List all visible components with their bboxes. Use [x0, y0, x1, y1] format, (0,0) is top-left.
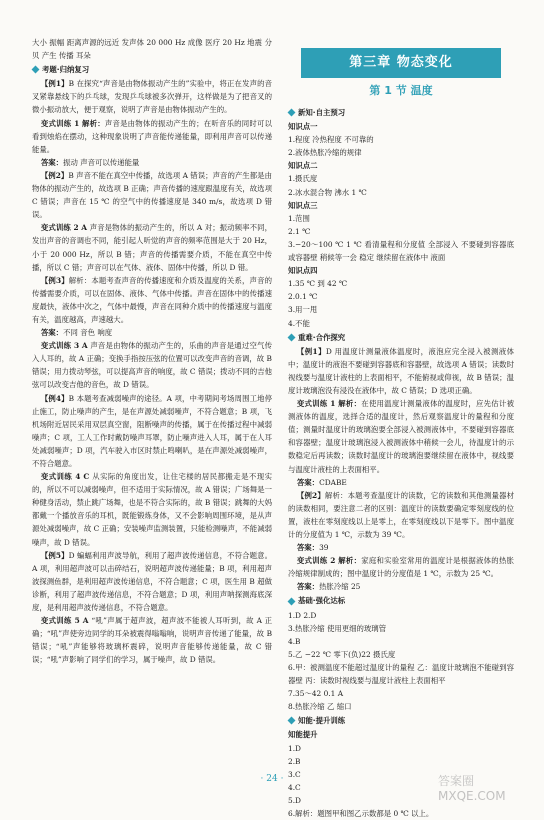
- answer-text: 1.程度 冷热程度 不可靠的: [288, 135, 374, 145]
- answer-text: 不同 音色 响度: [63, 328, 113, 338]
- answer-line: [288, 489, 514, 541]
- answer-line: [288, 554, 514, 580]
- answer-line: [288, 159, 514, 172]
- answer-text: 3.C: [288, 769, 301, 779]
- section-header: [32, 63, 272, 76]
- answer-label: 知能提升: [288, 730, 318, 740]
- page-number: · 24 ·: [260, 774, 284, 784]
- answer-paragraph: [32, 274, 272, 326]
- answer-line: [288, 277, 514, 290]
- answer-text: 声音是物体的振动产生的，所以 A 对；振动频率不同，发出声音的音调也不同，能引起人听觉的声音的频率范围是大于 20 Hz，小于 20 000 Hz，所以 B 错；声音的传播需要介质，不能在真空中传播，所以 C 错；声音可以在气体、液体、固体中传播，所以 D 错。: [32, 223, 272, 272]
- diamond-marker-icon: [288, 597, 296, 605]
- section-header: [288, 106, 514, 119]
- chapter-title: 第三章 物态变化: [301, 48, 501, 78]
- answer-line: [288, 290, 514, 303]
- answer-paragraph: [32, 326, 272, 339]
- answer-text: 2.1 ℃: [288, 226, 311, 236]
- answer-paragraph: [32, 117, 272, 156]
- answer-line: [288, 687, 514, 700]
- answer-line: [288, 476, 514, 489]
- intro-line: 大小 振幅 距离声源的远近 发声体 20 000 Hz 成像 医疗 20 Hz 地震 分贝 产生 传播 耳朵: [32, 38, 272, 61]
- diamond-marker-icon: [288, 717, 296, 725]
- answer-text: 4.B: [288, 636, 301, 646]
- section-header: [288, 594, 514, 607]
- answer-label: 【例2】: [40, 170, 69, 180]
- answer-label: 变式训练 2 A: [40, 223, 90, 233]
- left-column: [32, 36, 272, 667]
- answer-line: [288, 186, 514, 199]
- answer-text: 39: [319, 543, 329, 553]
- answer-line: [288, 199, 514, 212]
- answer-label: 答案：: [296, 582, 320, 592]
- answer-text: 8.热胀冷缩 乙 缩口: [288, 702, 352, 712]
- answer-line: [288, 397, 514, 476]
- diamond-marker-icon: [288, 333, 296, 341]
- answer-line: [288, 345, 514, 397]
- answer-text: 1.D 2.D: [288, 610, 317, 620]
- answer-label: 变式训练 1 解析：: [296, 399, 362, 409]
- right-column: [288, 36, 514, 820]
- answer-text: B 本题考查减弱噪声的途径。A 项，中考期间考场周围工地停止施工，防止噪声的产生，是在声源处减弱噪声，不符合题意；B 项，飞机场附近居民采用双层真空窗，阻断噪声的传播，属于在传播过程中减弱噪声；C 项，工人工作时戴防噪声耳罩，防止噪声进入人耳，属于在人耳处减弱噪声；D 项，汽车驶入市区时禁止鸣喇叭，是在声源处减弱噪声，不符合题意。: [32, 393, 272, 468]
- answer-text: 3.热胀冷缩 使用更细的玻璃管: [288, 623, 387, 633]
- right-sections: [288, 106, 514, 820]
- answer-text: 振动 声音可以传递能量: [63, 157, 140, 167]
- answer-line: [288, 238, 514, 264]
- answer-line: [288, 728, 514, 741]
- diamond-marker-icon: [32, 66, 40, 74]
- answer-line: [288, 317, 514, 330]
- answer-text: 3.用一甩: [288, 305, 318, 315]
- section-header: [288, 331, 514, 344]
- answer-text: 声音是由物体的振动产生的；在听音乐的同时可以看到烛焰在摆动，这种现象说明了声音能传递能量，即利用声音可以传递能量。: [32, 118, 272, 154]
- answer-line: [288, 303, 514, 316]
- answer-label: 答案：: [296, 543, 320, 553]
- answer-paragraph: [32, 392, 272, 471]
- answer-line: [288, 264, 514, 277]
- answer-text: 解析：本题考查声音的传播速度和介质及温度的关系，声音的传播需要介质，可以在固体、液体、气体中传播。声音在固体中的传播速度最快，液体中次之，气体中最慢，声音在同种介质中的传播速度与温度有关，温度越高，声速越大。: [32, 275, 272, 324]
- section-title: 考题·归纳复习: [42, 65, 90, 75]
- answer-text: 1.范围: [288, 213, 310, 223]
- section-title: 知能·提升训练: [298, 716, 346, 726]
- answer-line: [288, 807, 514, 820]
- answer-text: 在使用温度计测量液体的温度时，应先估计被测液体的温度，选择合适的温度计，然后观察温度计的量程和分度值；测量时温度计的玻璃泡要全部浸入被测液体中，不要碰到容器底和容器壁；温度计玻璃泡浸入被测液体中稍候一会儿，待温度计的示数稳定后再读数；读数时温度计的玻璃泡要继续留在液体中，视线要与温度计液柱的上表面相平。: [288, 399, 514, 474]
- answer-line: [288, 212, 514, 225]
- answer-text: 1.摄氏度: [288, 174, 318, 184]
- lesson-title: 第 1 节 温度: [369, 84, 433, 97]
- answer-text: 5.D: [288, 795, 301, 805]
- answer-text: 从实际的角度出发，让住宅楼的居民都搬走是不现实的，所以不可以减弱噪声，但不适用于实际情况，故 A 错误；广场舞是一种健身活动，禁止跳广场舞，也是不符合实际的，故 B 错误；跳舞的大妈都戴一个播放音乐的耳机，既能锻炼身体，又不会影响周围环境，是从声源处减弱噪声，故 C 正确；安装噪声监测装置，只能检测噪声，不能减弱噪声，故 D 错误。: [32, 472, 272, 547]
- answer-paragraph: [32, 221, 272, 273]
- watermark-logo: 答案圈 MXQE.COM: [438, 774, 506, 803]
- answer-text: B 声音不能在真空中传播，故选项 A 错误；声音的产生都是由物体的振动产生的，故选项 B 正确；声音传播的速度跟温度有关，故选项 C 错误；声音在 15 ℃ 的空气中的传播速度是 340 m/s，故选项 D 错误。: [32, 170, 272, 220]
- answer-paragraph: [32, 470, 272, 549]
- answer-text: 7.35～42 0.1 A: [288, 689, 344, 699]
- answer-line: [288, 580, 514, 593]
- answer-label: 变式训练 2 解析：: [296, 556, 362, 566]
- answer-label: 【例4】: [40, 393, 69, 403]
- answer-line: [288, 120, 514, 133]
- answer-text: 3.−20～100 ℃ 1 ℃ 看清量程和分度值 全部浸入 不要碰到容器底或容器壁 稍候等一会 稳定 继续留在液体中 液面: [288, 239, 514, 263]
- answer-label: 变式训练 4 C: [40, 472, 93, 482]
- answer-line: [288, 661, 514, 687]
- answer-paragraph: [32, 614, 272, 666]
- answer-label: 答案：: [40, 157, 64, 167]
- answer-text: 6.甲：被测温度不能超过温度计的量程 乙：温度计玻璃泡不能碰到容器壁 丙：读数时视线要与温度计液柱上表面相平: [288, 662, 514, 686]
- answer-line: [288, 133, 514, 146]
- answer-text: D 蝙蝠利用声波导航，利用了超声波传递信息，不符合题意。A 项，利用超声波可以击碎结石，说明超声波传递能量；B 项，利用超声波探测鱼群，是利用超声波传递信息，不符合题意；C 项，医生用 B 超做诊断，利用了超声波传递信息，不符合题意；D 项，利用声呐探测海底深度，是利用超声波传递信息，不符合题意。: [32, 550, 272, 613]
- answer-label: 知识点四: [288, 266, 318, 276]
- answer-paragraph: [32, 169, 272, 221]
- section-title: 基础·强化达标: [298, 596, 346, 606]
- answer-line: [288, 146, 514, 159]
- answer-label: 【例5】: [40, 550, 69, 560]
- answer-label: 知识点三: [288, 200, 318, 210]
- answer-label: 变式训练 5 A: [40, 616, 92, 626]
- answer-line: [288, 755, 514, 768]
- answer-label: 答案：: [40, 328, 64, 338]
- answer-line: [288, 172, 514, 185]
- answer-paragraph: [32, 156, 272, 169]
- answer-label: 变式训练 1 解析：: [40, 118, 105, 128]
- answer-label: 知识点一: [288, 122, 318, 132]
- answer-line: [288, 541, 514, 554]
- section-header: [288, 714, 514, 727]
- answer-label: 变式训练 3 A: [40, 341, 91, 351]
- section-title: 重难·合作探究: [298, 332, 346, 342]
- answer-line: [288, 700, 514, 713]
- section-title: 新知·自主预习: [298, 108, 346, 117]
- answer-text: 2.冰水混合物 沸水 1 ℃: [288, 187, 367, 197]
- answer-paragraph: [32, 77, 272, 116]
- answer-label: 【例1】: [296, 346, 326, 356]
- answer-line: [288, 648, 514, 661]
- left-paragraphs: [32, 77, 272, 666]
- answer-text: 2.0.1 ℃: [288, 292, 318, 302]
- answer-text: B 在探究“声音是由物体振动产生的”实验中，将正在发声的音叉紧靠悬线下的乒乓球，发现乒乓球被多次弹开，这样做是为了把音叉的微小振动放大，便于观察，说明了声音是由物体振动产生的。: [32, 79, 272, 115]
- answer-text: 4.C: [288, 782, 301, 792]
- answer-text: 4.不能: [288, 318, 310, 328]
- answer-paragraph: [32, 549, 272, 614]
- answer-text: 解析：本题考查温度计的读数，它的读数和其他测量器材的读数相同，要注意二者的区别：温度计的读数要确定零刻度线的位置，液柱在零刻度线以上是零上，在零刻度线以下是零下。图中温度计的分度值为 1 ℃，示数为 39 ℃。: [288, 490, 514, 539]
- answer-label: 【例3】: [40, 275, 69, 285]
- answer-text: 2.液体热胀冷缩的规律: [288, 148, 362, 158]
- answer-text: 声音是由物体的振动产生的，乐曲的声音是通过空气传入人耳的，故 A 正确；变换手指按压弦的位置可以改变声音的音调，故 B 错误；用力拨动琴弦，可以提高声音的响度，故 C 错误；拨动不同的吉他弦可以改变吉他的音色，故 D 错误。: [32, 341, 272, 390]
- answer-text: 家庭和实验室常用的温度计是根据液体的热胀冷缩规律制成的；图中温度计的分度值是 1 ℃，示数为 25 ℃。: [288, 556, 514, 579]
- answer-line: [288, 742, 514, 755]
- answer-label: 知识点二: [288, 161, 318, 171]
- answer-line: [288, 635, 514, 648]
- answer-line: [288, 609, 514, 622]
- answer-label: 【例1】: [40, 79, 69, 89]
- answer-label: 【例2】: [296, 490, 325, 500]
- answer-line: [288, 622, 514, 635]
- answer-text: 热胀冷缩 25: [319, 582, 361, 592]
- answer-text: 1.35 ℃ 到 42 ℃: [288, 279, 348, 289]
- answer-label: 答案：: [296, 477, 320, 487]
- answer-text: D 用温度计测量液体温度时，液泡应完全浸入被测液体中；温度计的液泡不要碰到容器底和容器壁，故选项 A 错误；读数时视线要与温度计液柱的上表面相平，不能俯视或仰视，故 B 错误；温度计玻璃泡没有浸没在液体中，故 C 错误；D 选项正确。: [288, 346, 514, 395]
- answer-text: 1.D: [288, 743, 301, 753]
- answer-text: 6.解析：题图甲和图乙示数都是 0 ℃ 以上。: [288, 808, 434, 818]
- diamond-marker-icon: [288, 109, 296, 117]
- answer-text: 2.B: [288, 756, 301, 766]
- answer-text: “吼”声属于超声波，超声波不能被人耳听到，故 A 正确；“吼”声使旁边同学的耳朵被震得嗡嗡响，说明声音传递了能量，故 B 错误；“吼”声能够将玻璃杯震碎，说明声音能够传递能量，故 C 错误；“吼”声影响了同学们的学习，属于噪声，故 D 错误。: [32, 616, 272, 665]
- answer-text: CDABE: [319, 477, 347, 487]
- answer-paragraph: [32, 339, 272, 391]
- answer-text: 5.乙 −22 ℃ 零下(负)22 摄氏度: [288, 649, 396, 659]
- answer-line: [288, 225, 514, 238]
